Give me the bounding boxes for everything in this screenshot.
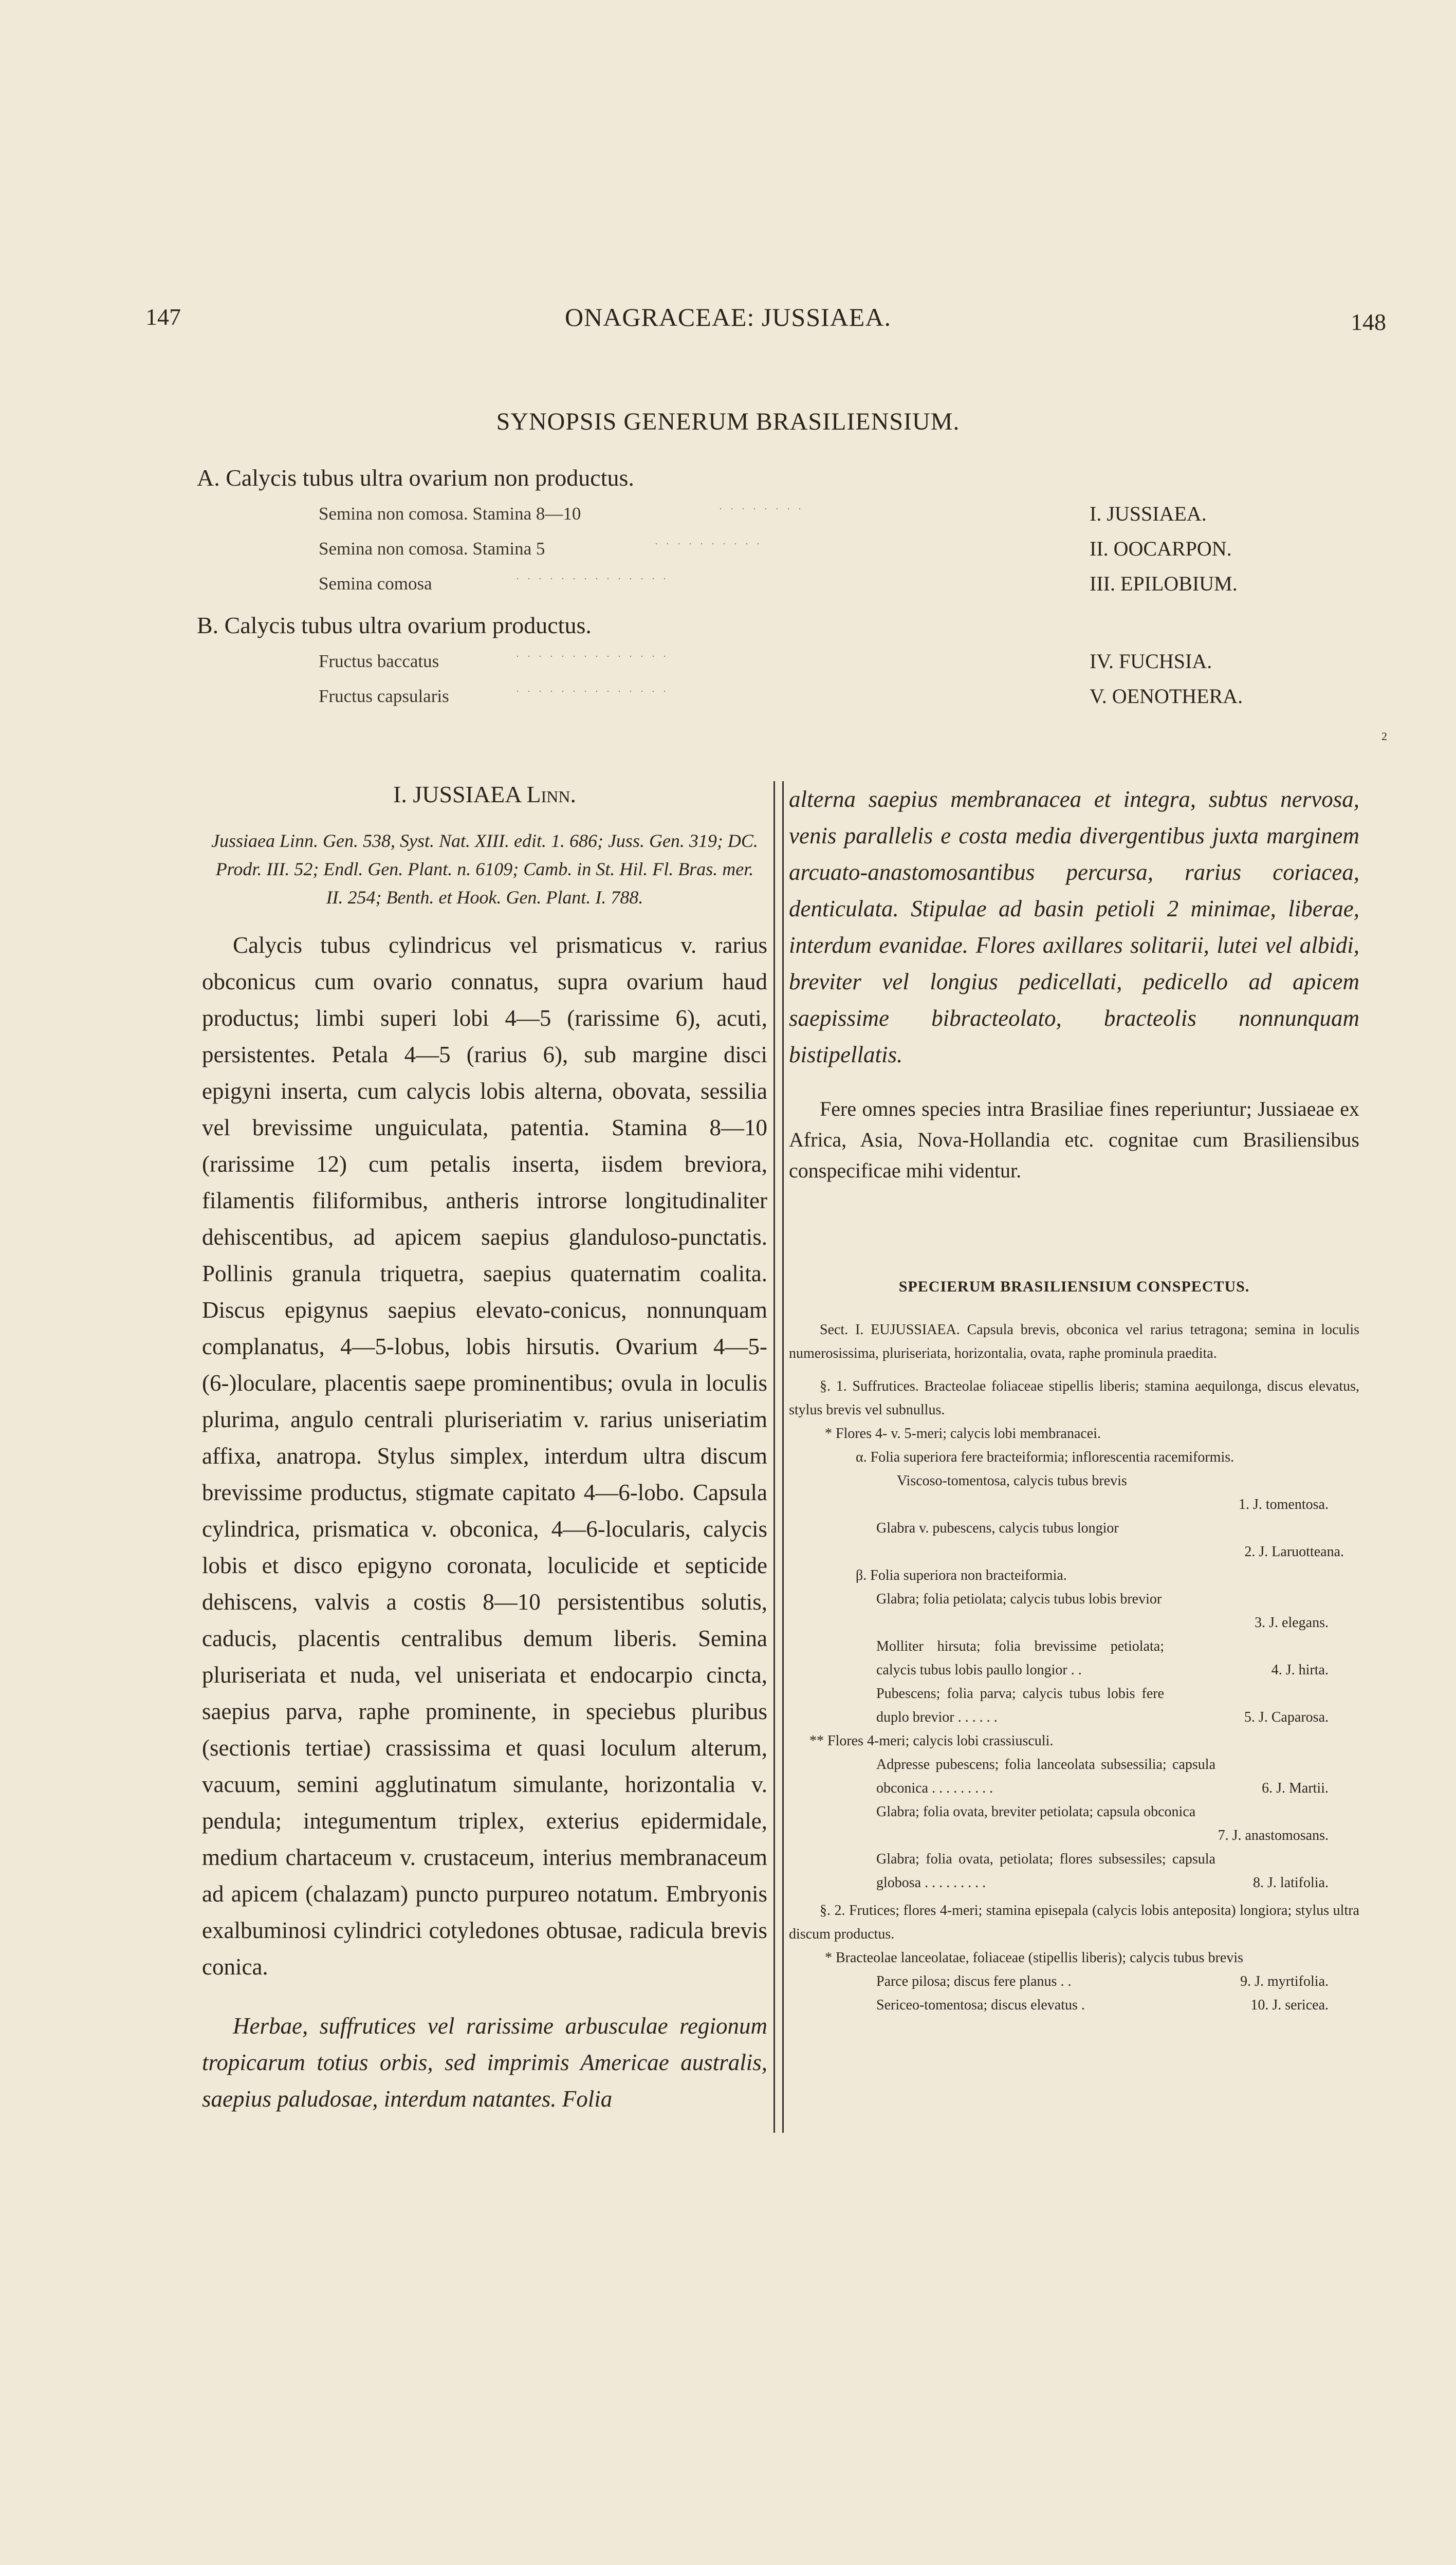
group-star-1: * Flores 4- v. 5-meri; calycis lobi membranacei. [825,1426,1101,1442]
key-text: Glabra; folia petiolata; calycis tubus lobis brevior [876,1591,1162,1607]
group-star-2: ** Flores 4-meri; calycis lobi crassiusculi. [809,1733,1054,1749]
species-name: 2. J. Laruotteana. [1244,1544,1344,1560]
genus-description: Calycis tubus cylindricus vel prismaticus v. rarius obconicus cum ovario connatus, supra ovarium haud productus; limbi superi lobi 4—5 (rarissime 6), acuti, persistentes. Petala 4—5 (rarius 6), sub margine disci epigyni inserta, cum calycis lobis alterna, obovata, sessilia vel brevissime unguiculata, patentia. Stamina 8—10 (rarissime 12) cum petalis inserta, iisdem breviora, filamentis filiformibus, antheris introrse longitudinaliter dehiscentibus, ad apicem saepius glanduloso-punctatis. Pollinis granula triquetra, saepius quaternatim coalita. Discus epigynus saepius elevato-conicus, nonnunquam complanatus, 4—5-lobus, lobis hirsutis. Ovarium 4—5-(6-)loculare, placentis saepe prominentibus; ovula in loculis plurima, angulo centrali pluriseriatim v. rarius uniseriatim affixa, anatropa. Stylus simplex, interdum ultra discum brevissime productus, stigmate capitato 4—6-lobo. Capsula cylindrica, prismatica v. obconica, 4—6-locularis, calycis lobis et disco epigyno coronata, loculicide et septicide dehiscens, valvis a costis 8—10 persistentibus solutis, caducis, placentis centralibus demum liberis. Semina pluriseriata et nuda, vel uniseriata et endocarpio cincta, saepius parva, raphe prominente, in speciebus pluribus (sectionis tertiae) crassissima et quasi loculum alterum, vacuum, semini agglutinatum simulante, horizontalia v. pendula; integumentum triplex, exterius epidermidale, medium chartaceum v. crustaceum, interius membranaceum ad apicem (chalazam) puncto purpureo notatum. Embryonis exalbuminosi cylindrici cotyledones obtusae, radicula brevis conica. [202,932,767,1980]
synopsis-genus: IV. FUCHSIA. [1090,650,1212,673]
habit-continuation: alterna saepius membranacea et integra, subtus nervosa, venis parallelis e costa media divergentibus juxta marginem arcuato-anastomosantibus percursa, rarius coriacea, denticulata. Stipulae ad basin petioli 2 minimae, liberae, interdum evanidae. Flores axillares solitarii, lutei vel albidi, breviter vel longius pedicellati, pedicello ad apicem saepissime bibracteolato, bracteolis nonnunquam bistipellatis. [789,786,1359,1067]
key-row [876,1682,1359,1729]
synopsis-key: Semina non comosa. Stamina 5 [319,539,545,559]
paragraph-2: §. 2. Frutices; flores 4-meri; stamina episepala (calycis lobis anteposita) longiora; stylus ultra discum productus. [789,1903,1359,1942]
species-name: 5. J. Caparosa. [1244,1709,1329,1725]
group-alpha: α. Folia superiora fere bracteiformia; inflorescentia racemiformis. [856,1449,1234,1465]
synopsis-key: Semina comosa [319,574,432,594]
genus-heading: I. JUSSIAEA Linn. [393,781,576,807]
synopsis-genus: I. JUSSIAEA. [1090,502,1207,525]
distribution-note: Fere omnes species intra Brasiliae fines reperiuntur; Jussiaeae ex Africa, Asia, Nova-Hollandia etc. cognitae cum Brasiliensibus conspecificae mihi videntur. [789,1097,1359,1182]
synopsis-leader: .............. [517,685,675,694]
group-beta: β. Folia superiora non bracteiformia. [856,1567,1067,1583]
synopsis-genus: II. OOCARPON. [1090,537,1232,560]
key-text: Pubescens; folia parva; calycis tubus lobis fere duplo brevior . . . . . . [876,1686,1164,1725]
synopsis-section-a: A. Calycis tubus ultra ovarium non productus. [197,465,634,491]
synopsis-key: Fructus capsularis [319,686,449,706]
synopsis-title: SYNOPSIS GENERUM BRASILIENSIUM. [496,408,960,435]
synopsis-leader: .............. [517,650,675,659]
synopsis-key: Fructus baccatus [319,651,439,671]
group-star-3: * Bracteolae lanceolatae, foliaceae (stipellis liberis); calycis tubus brevis [825,1950,1243,1966]
species-name: 4. J. hirta. [1271,1662,1329,1678]
species-name: 6. J. Martii. [1262,1780,1329,1796]
species-name: 1. J. tomentosa. [1239,1497,1329,1512]
key-text: Sericeo-tomentosa; discus elevatus . [876,1997,1085,2013]
synopsis-section-b: B. Calycis tubus ultra ovarium productus. [197,612,592,638]
species-name: 10. J. sericea. [1250,1997,1329,2013]
species-name: 7. J. anastomosans. [1218,1828,1329,1843]
key-text: Glabra; folia ovata, petiolata; flores subsessiles; capsula globosa . . . . . . . . . [876,1851,1215,1891]
left-column [202,776,767,2117]
synopsis-genus: V. OENOTHERA. [1090,685,1243,708]
section-eujussiaea: Sect. I. EUJUSSIAEA. Capsula brevis, obconica vel rarius tetragona; semina in loculis numerosissima, pluriseriata, horizontalia, ovata, raphe prominula praedita. [789,1322,1359,1361]
key-text: Glabra; folia ovata, breviter petiolata; capsula obconica [876,1804,1196,1820]
species-name: 9. J. myrtifolia. [1240,1973,1329,1989]
key-text: Viscoso-tomentosa, calycis tubus brevis [897,1473,1127,1489]
synopsis-leader: .............. [517,573,675,581]
key-row [876,1994,1359,2017]
paragraph-1: §. 1. Suffrutices. Bracteolae foliaceae stipellis liberis; stamina aequilonga, discus elevatus, stylus brevis vel subnullus. [789,1378,1359,1418]
running-title: ONAGRACEAE: JUSSIAEA. [565,303,891,331]
right-column [789,781,1359,2017]
key-text: Molliter hirsuta; folia brevissime petiolata; calycis tubus lobis paullo longior . . [876,1638,1164,1678]
plate-mark: 2 [1381,730,1387,743]
genus-habit: Herbae, suffrutices vel rarissime arbusculae regionum tropicarum totius orbis, sed imprimis Americae australis, saepius paludosae, interdum natantes. Folia [202,2013,767,2112]
key-text: Parce pilosa; discus fere planus . . [876,1973,1072,1989]
page-number-left: 147 [145,304,181,330]
key-text: Glabra v. pubescens, calycis tubus longior [876,1520,1119,1536]
key-row [876,1753,1359,1800]
column-rule [773,781,784,2133]
species-name: 8. J. latifolia. [1253,1875,1329,1891]
synopsis-leader: .......... [655,538,768,546]
synopsis-genus: III. EPILOBIUM. [1090,572,1238,595]
synopsis-leader: ........ [720,503,810,511]
key-text: Adpresse pubescens; folia lanceolata subsessilia; capsula obconica . . . . . . . . . [876,1757,1215,1796]
species-name: 3. J. elegans. [1255,1615,1329,1631]
genus-references: Jussiaea Linn. Gen. 538, Syst. Nat. XIII. edit. 1. 686; Juss. Gen. 319; DC. Prodr. III. 52; Endl. Gen. Plant. n. 6109; Camb. in St. Hil. Fl. Bras. mer. II. 254; Benth. et Hook. Gen. Plant. I. 788. [211,831,758,908]
page-number-right: 148 [1351,309,1386,335]
key-row [876,1635,1359,1682]
key-row [876,1848,1359,1895]
key-row [876,1970,1359,1994]
synopsis-key: Semina non comosa. Stamina 8—10 [319,504,581,524]
conspectus-title: SPECIERUM BRASILIENSIUM CONSPECTUS. [898,1278,1250,1295]
